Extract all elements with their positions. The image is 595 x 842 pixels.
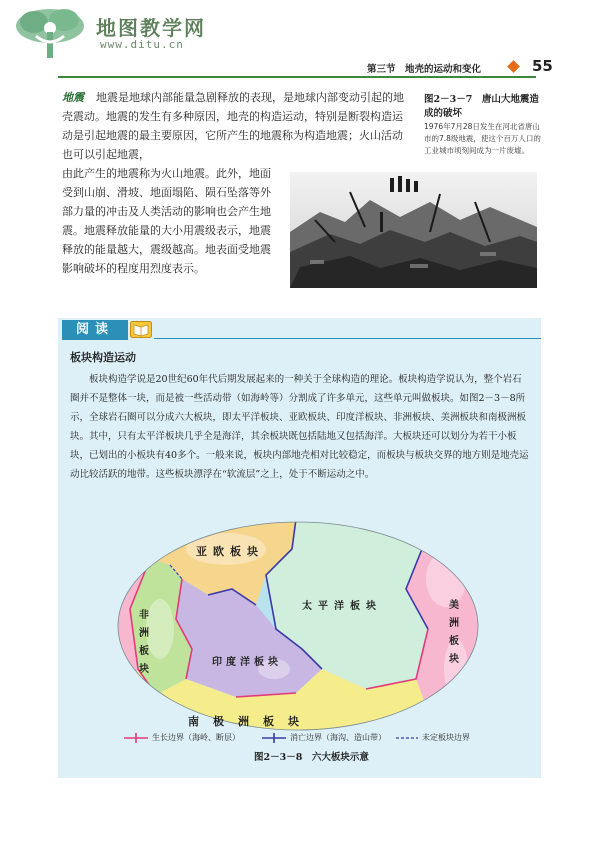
- uncertain-boundary-swatch: [396, 733, 418, 743]
- header-rule: [58, 76, 536, 78]
- plate-map: [116, 519, 480, 733]
- legend-growing: 生长边界（海岭、断层）: [152, 733, 240, 742]
- photo-caption-body: 1976年7月28日发生在河北省唐山市的7.8级地震，使这个百万人口的工业城市顷刻间成为一片废墟。: [424, 122, 541, 155]
- book-icon: [130, 321, 152, 338]
- photo-caption-title: 图2－3－7 唐山大地震造成的破坏: [424, 94, 539, 119]
- reading-rule: [154, 338, 541, 339]
- site-url[interactable]: www.ditu.cn: [100, 38, 184, 51]
- term-earthquake: 地震: [62, 91, 84, 104]
- page-number: 55: [532, 57, 553, 75]
- tangshan-earthquake-photo: [290, 172, 537, 288]
- map-caption: 图2－3－8 六大板块示意: [254, 752, 369, 763]
- tree-logo-icon: [8, 6, 92, 62]
- section-heading: 第三节 地壳的运动和变化: [367, 64, 482, 75]
- paragraph-part-2: 由此产生的地震称为火山地震。此外，地面受到山崩、滑坡、地面塌陷、陨石坠落等外部力量的冲击及人类活动的影响也会产生地震。地震释放能量的大小用震级表示，地震释放的能量越大，震级越高。地表面受地震影响破坏的程度用烈度表示。: [62, 167, 271, 275]
- diamond-icon: [507, 60, 520, 73]
- paragraph-part-1: 地震是地球内部能量急剧释放的表现，是地球内部变动引起的地壳震动。地震的发生有多种原因，地壳的构造运动，特别是断裂构造运动是引起地震的最主要原因，它所产生的地震称为构造地震；火山活动也可以引起地震，: [62, 91, 404, 161]
- growing-boundary-swatch: [124, 733, 148, 743]
- reading-body: 板块构造学说是20世纪60年代后期发展起来的一种关于全球构造的理论。板块构造学说认为，整个岩石圈并不是整体一块，而是被一些活动带（如海岭等）分割成了许多单元，这些单元叫做板块。如图2－3－8所示，全球岩石圈可以分成六大板块，即太平洋板块、亚欧板块、印度洋板块、非洲板块、美洲板块和南极洲板块。其中，只有太平洋板块几乎全是海洋，其余板块既包括陆地又包括海洋。大板块还可以划分为若干小板块，已划出的小板块有40多个。一般来说，板块内部地壳相对比较稳定，而板块与板块交界的地方则是地壳运动比较活跃的地带。这些板块漂浮在“软流层”之上，处于不断运动之中。: [70, 374, 529, 480]
- legend-consuming: 消亡边界（海沟、造山带）: [290, 733, 386, 742]
- label-pacific: 太平洋板块: [302, 601, 382, 612]
- label-africa: 非洲板块: [136, 609, 148, 681]
- label-indian: 印度洋板块: [212, 657, 282, 668]
- label-eurasia: 亚欧板块: [196, 545, 264, 558]
- consuming-boundary-swatch: [262, 733, 286, 743]
- reading-title: 板块构造运动: [70, 351, 136, 364]
- site-title: 地图教学网: [96, 16, 206, 40]
- label-antarctic: 南极洲板块: [188, 715, 313, 728]
- map-legend: [124, 730, 524, 746]
- legend-uncertain: 未定板块边界: [422, 733, 470, 742]
- label-americas: 美洲板块: [446, 599, 458, 671]
- reading-tab: 阅读: [62, 320, 128, 340]
